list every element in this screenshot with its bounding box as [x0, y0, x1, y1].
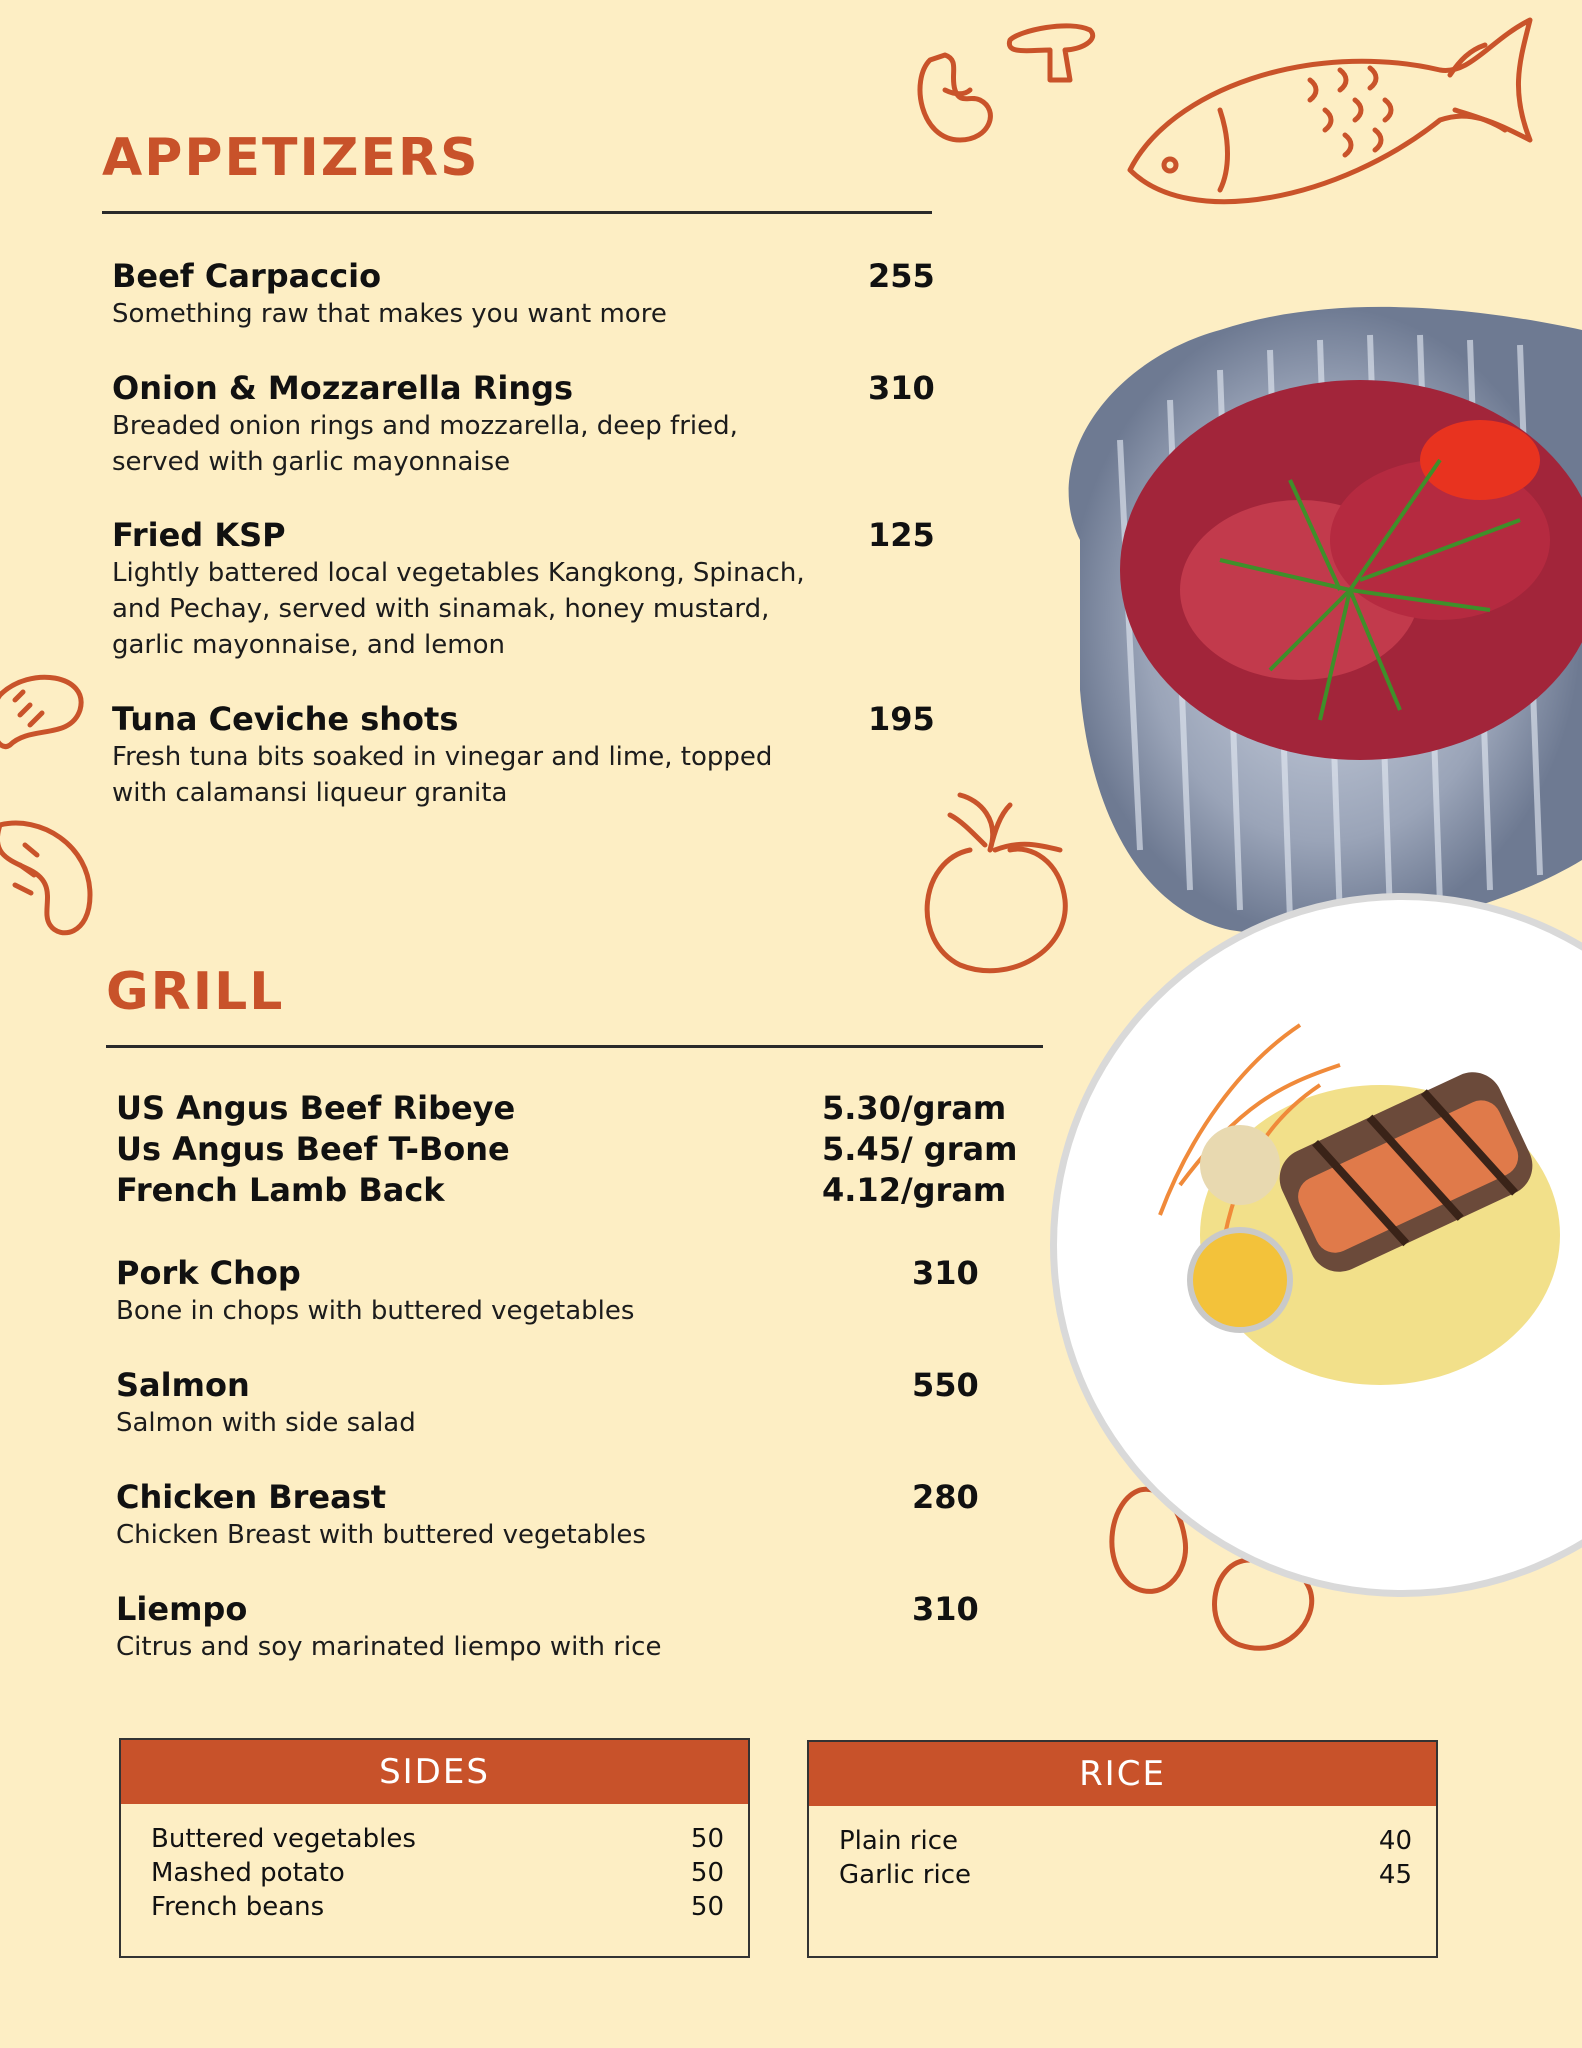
item-name: Liempo: [116, 1590, 248, 1628]
side-price: 50: [690, 1892, 724, 1922]
list-item: [121, 1856, 748, 1890]
grilled-salmon-photo: [1040, 885, 1582, 1605]
item-price: 550: [912, 1366, 979, 1404]
menu-item-onion-mozzarella-rings: [112, 368, 812, 480]
menu-item-pork-chop: [116, 1253, 816, 1329]
menu-item-salmon: [116, 1365, 816, 1441]
side-price: 50: [690, 1858, 724, 1888]
side-name: Buttered vegetables: [151, 1824, 416, 1854]
item-description: Bone in chops with buttered vegetables: [116, 1296, 635, 1326]
sides-title: SIDES: [121, 1740, 748, 1804]
item-price: 195: [868, 700, 935, 738]
menu-item-chicken-breast: [116, 1477, 816, 1553]
item-name: Onion & Mozzarella Rings: [112, 369, 574, 407]
item-price: 4.12/gram: [822, 1171, 1007, 1209]
item-description: Something raw that makes you want more: [112, 299, 667, 329]
item-price: 5.30/gram: [822, 1089, 1007, 1127]
fish-doodle-icon: [1110, 0, 1560, 250]
grill-divider: [106, 1045, 1043, 1048]
item-name: Salmon: [116, 1366, 250, 1404]
menu-item-tuna-ceviche-shots: [112, 699, 822, 811]
item-name: Fried KSP: [112, 516, 286, 554]
item-price: 280: [912, 1478, 979, 1516]
item-name: Chicken Breast: [116, 1478, 387, 1516]
rice-name: Garlic rice: [839, 1860, 971, 1890]
item-description: Citrus and soy marinated liempo with rice: [116, 1632, 662, 1662]
grill-title: GRILL: [106, 962, 285, 1022]
rice-price: 45: [1378, 1860, 1412, 1890]
item-price: 310: [868, 369, 935, 407]
list-item: [121, 1822, 748, 1856]
item-description: Fresh tuna bits soaked in vinegar and lime, topped with calamansi liqueur granita: [112, 742, 773, 808]
item-description: Salmon with side salad: [116, 1408, 416, 1438]
appetizers-title: APPETIZERS: [102, 128, 480, 188]
item-name: Tuna Ceviche shots: [112, 700, 459, 738]
item-name: Beef Carpaccio: [112, 257, 382, 295]
menu-item-liempo: [116, 1589, 816, 1665]
list-item: [809, 1858, 1436, 1892]
appetizers-divider: [102, 211, 932, 214]
item-description: Lightly battered local vegetables Kangkong, Spinach, and Pechay, served with sinamak, honey mustard, garlic mayonnaise, and lemon: [112, 558, 805, 660]
menu-item-fried-ksp: [112, 515, 822, 663]
item-price: 310: [912, 1590, 979, 1628]
item-name: French Lamb Back: [116, 1171, 445, 1209]
item-price: 255: [868, 257, 935, 295]
item-name: Us Angus Beef T-Bone: [116, 1130, 510, 1168]
rice-box: [807, 1740, 1438, 1958]
item-description: Chicken Breast with buttered vegetables: [116, 1520, 646, 1550]
menu-item-beef-carpaccio: [112, 256, 812, 332]
mushroom-doodle-icon: [900, 20, 1110, 160]
side-name: French beans: [151, 1892, 325, 1922]
item-price: 5.45/ gram: [822, 1130, 1018, 1168]
item-price: 310: [912, 1254, 979, 1292]
side-price: 50: [690, 1824, 724, 1854]
beef-carpaccio-photo: [1020, 290, 1582, 950]
rice-title: RICE: [809, 1742, 1436, 1806]
rice-price: 40: [1378, 1826, 1412, 1856]
list-item: [809, 1824, 1436, 1858]
sides-box: [119, 1738, 750, 1958]
bean-doodle-icon: [0, 655, 100, 955]
side-name: Mashed potato: [151, 1858, 345, 1888]
item-description: Breaded onion rings and mozzarella, deep fried, served with garlic mayonnaise: [112, 411, 738, 477]
item-name: Pork Chop: [116, 1254, 301, 1292]
list-item: [121, 1890, 748, 1924]
rice-name: Plain rice: [839, 1826, 959, 1856]
item-price: 125: [868, 516, 935, 554]
item-name: US Angus Beef Ribeye: [116, 1089, 516, 1127]
